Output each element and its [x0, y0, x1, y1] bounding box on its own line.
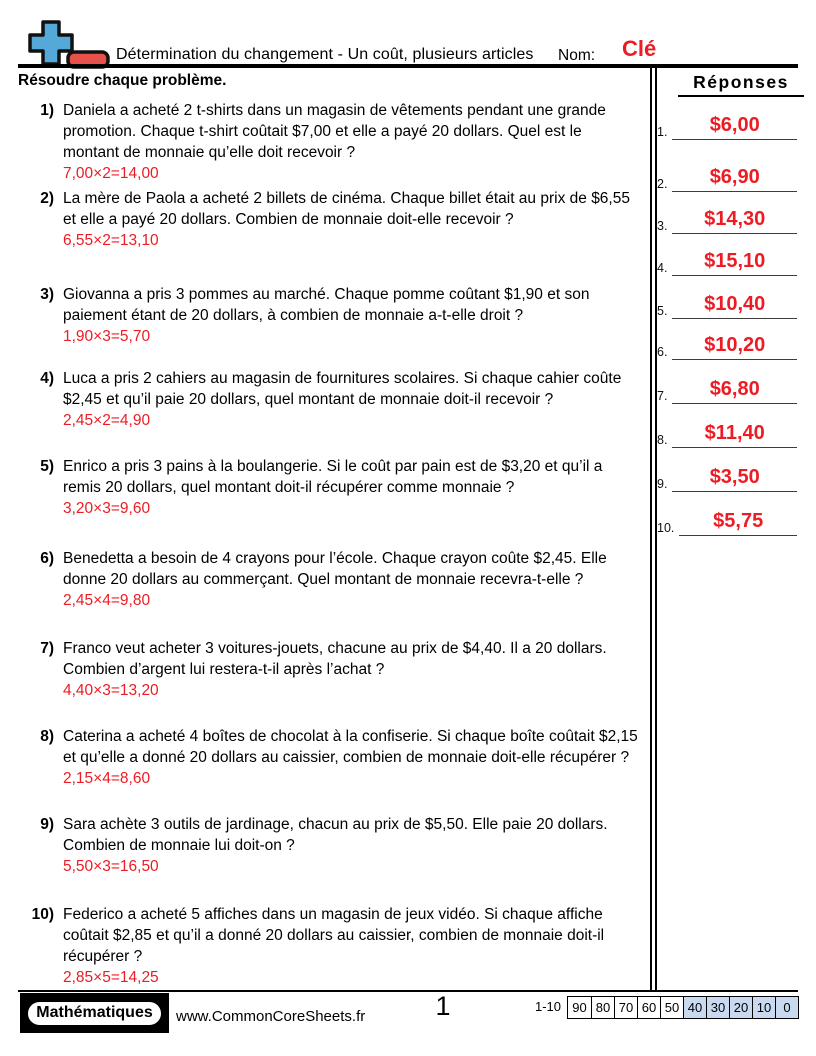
score-cell: 60	[637, 997, 660, 1018]
answer-number: 2.	[657, 177, 668, 191]
score-cell: 90	[568, 997, 591, 1018]
answer-row-4	[657, 248, 797, 276]
problem-number: 9)	[40, 816, 54, 833]
score-cell: 10	[752, 997, 775, 1018]
website-url: www.CommonCoreSheets.fr	[176, 1008, 366, 1025]
answer-value: $14,30	[672, 208, 797, 234]
column-separator	[650, 64, 657, 992]
answer-number: 8.	[657, 433, 668, 447]
answer-number: 6.	[657, 345, 668, 359]
problem-text: Sara achète 3 outils de jardinage, chacun au prix de $5,50. Elle paie 20 dollars. Combien de monnaie lui doit-on ?	[63, 816, 608, 854]
problem-text: Franco veut acheter 3 voitures-jouets, chacune au prix de $4,40. Il a 20 dollars. Combien d’argent lui restera-t-il après l’achat ?	[63, 640, 607, 678]
problem-item-5	[24, 456, 640, 519]
answer-value: $6,00	[672, 114, 797, 140]
answer-value: $11,40	[672, 422, 797, 448]
problem-item-2	[24, 188, 640, 251]
problem-item-10	[24, 904, 640, 988]
answer-number: 10.	[657, 521, 675, 535]
problem-work: 7,00×2=14,00	[63, 165, 159, 182]
answer-value: $10,20	[672, 334, 797, 360]
problem-work: 5,50×3=16,50	[63, 858, 159, 875]
answer-row-8	[657, 420, 797, 448]
score-cell: 30	[706, 997, 729, 1018]
problem-work: 2,85×5=14,25	[63, 969, 159, 986]
problem-item-6	[24, 548, 640, 611]
score-cell: 0	[775, 997, 798, 1018]
problem-work: 2,45×2=4,90	[63, 412, 151, 429]
score-range-label: 1-10	[534, 999, 561, 1014]
answer-number: 9.	[657, 477, 668, 491]
problem-text: Enrico a pris 3 pains à la boulangerie. Si le coût par pain est de $3,20 et qu’il a remis 20 dollars, quel montant doit-il récupérer comme monnaie ?	[63, 458, 603, 496]
answer-value: $3,50	[672, 466, 797, 492]
page-title: Détermination du changement - Un coût, plusieurs articles	[116, 46, 534, 63]
problem-work: 3,20×3=9,60	[63, 500, 151, 517]
answer-row-9	[657, 464, 797, 492]
problem-number: 7)	[40, 640, 54, 657]
answer-row-2	[657, 164, 797, 192]
problem-number: 3)	[40, 286, 54, 303]
problem-item-8	[24, 726, 640, 789]
brand-badge	[20, 993, 169, 1033]
problem-work: 4,40×3=13,20	[63, 682, 159, 699]
problem-item-7	[24, 638, 640, 701]
problem-number: 10)	[31, 906, 54, 923]
answer-row-6	[657, 332, 797, 360]
answer-number: 7.	[657, 389, 668, 403]
problem-item-9	[24, 814, 640, 877]
problem-number: 8)	[40, 728, 54, 745]
name-label: Nom:	[558, 47, 596, 64]
answer-row-10	[657, 508, 797, 536]
answer-value: $10,40	[672, 293, 797, 319]
problem-item-3	[24, 284, 640, 347]
page-number: 1	[435, 991, 451, 1021]
answer-row-1	[657, 112, 797, 140]
problem-item-1	[24, 100, 640, 184]
score-table	[567, 996, 799, 1019]
answer-row-3	[657, 206, 797, 234]
problem-text: Giovanna a pris 3 pommes au marché. Chaque pomme coûtant $1,90 et son paiement étant de 20 dollars, à combien de monnaie a-t-elle droit ?	[63, 286, 590, 324]
answer-number: 5.	[657, 304, 668, 318]
problem-text: Luca a pris 2 cahiers au magasin de fournitures scolaires. Si chaque cahier coûte $2,45 et qu’il paie 20 dollars, quel montant de monnaie doit-il recevoir ?	[63, 370, 622, 408]
problem-text: Benedetta a besoin de 4 crayons pour l’école. Chaque crayon coûte $2,45. Elle donne 20 dollars au commerçant. Quel montant de monnaie recevra-t-elle ?	[63, 550, 607, 588]
answer-row-5	[657, 291, 797, 319]
problem-text: Federico a acheté 5 affiches dans un magasin de jeux vidéo. Si chaque affiche coûtait $2,85 et qu’il a donné 20 dollars au caissier, combien de monnaie doit-il récupérer ?	[63, 906, 605, 965]
problem-number: 2)	[40, 190, 54, 207]
plus-icon	[30, 22, 72, 64]
brand-name: Mathématiques	[26, 1000, 162, 1027]
problem-text: Daniela a acheté 2 t-shirts dans un magasin de vêtements pendant une grande promotion. Chaque t-shirt coûtait $7,00 et elle a payé 20 dollars. Quel est le montant de monnaie qu’elle doit recevoir ?	[63, 102, 606, 161]
answer-row-7	[657, 376, 797, 404]
answers-header: Réponses	[678, 72, 804, 97]
answer-number: 4.	[657, 261, 668, 275]
name-value-key: Clé	[622, 36, 657, 61]
problem-work: 2,45×4=9,80	[63, 592, 151, 609]
problem-number: 1)	[40, 102, 54, 119]
score-cell: 20	[729, 997, 752, 1018]
problem-number: 6)	[40, 550, 54, 567]
answer-value: $6,80	[672, 378, 797, 404]
problem-text: La mère de Paola a acheté 2 billets de cinéma. Chaque billet était au prix de $6,55 et elle a payé 20 dollars. Combien de monnaie doit-elle recevoir ?	[63, 190, 630, 228]
problem-item-4	[24, 368, 640, 431]
score-cell: 70	[614, 997, 637, 1018]
problem-work: 6,55×2=13,10	[63, 232, 159, 249]
score-cell: 50	[660, 997, 683, 1018]
score-cell: 40	[683, 997, 706, 1018]
problem-work: 2,15×4=8,60	[63, 770, 151, 787]
answer-value: $5,75	[679, 510, 797, 536]
answer-number: 1.	[657, 125, 668, 139]
answer-number: 3.	[657, 219, 668, 233]
answer-value: $6,90	[672, 166, 797, 192]
problem-work: 1,90×3=5,70	[63, 328, 151, 345]
header-divider	[18, 64, 798, 68]
problem-number: 5)	[40, 458, 54, 475]
problem-text: Caterina a acheté 4 boîtes de chocolat à la confiserie. Si chaque boîte coûtait $2,15 et qu’elle a donné 20 dollars au caissier, combien de monnaie doit-elle récupérer ?	[63, 728, 638, 766]
answer-value: $15,10	[672, 250, 797, 276]
instructions-text: Résoudre chaque problème.	[18, 72, 227, 89]
problem-number: 4)	[40, 370, 54, 387]
score-cell: 80	[591, 997, 614, 1018]
brand-logo	[22, 14, 114, 70]
